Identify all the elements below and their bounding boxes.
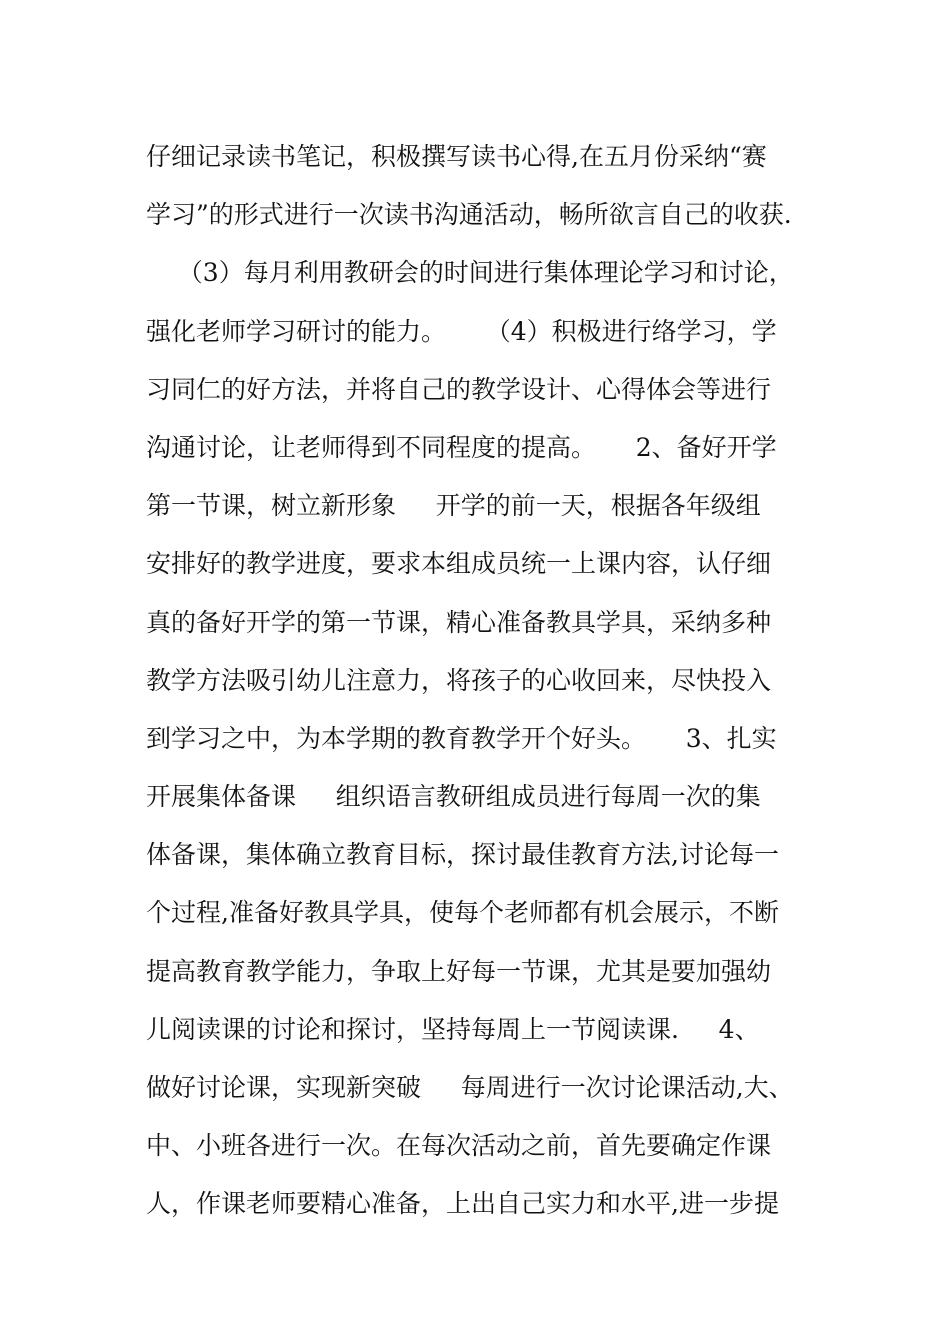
text-line: 做好讨论课，实现新突破 每周进行一次讨论课活动,大、 <box>146 1073 794 1102</box>
text-line: 沟通讨论，让老师得到不同程度的提高。 2、备好开学 <box>146 432 777 462</box>
text-line: 教学方法吸引幼儿注意力，将孩子的心收回来，尽快投入 <box>146 665 772 695</box>
text-line: 个过程,准备好教具学具，使每个老师都有机会展示，不断 <box>146 898 779 928</box>
text-line: 提高教育教学能力，争取上好每一节课，尤其是要加强幼 <box>146 956 772 986</box>
text-line: 开展集体备课 组织语言教研组成员进行每周一次的集 <box>146 782 761 812</box>
text-line: 习同仁的好方法，并将自己的教学设计、心得体会等进行 <box>146 374 772 404</box>
text-line: （3）每月利用教研会的时间进行集体理论学习和讨论， <box>146 258 794 288</box>
text-line: 儿阅读课的讨论和探讨，坚持每周上一节阅读课. 4、 <box>146 1014 760 1044</box>
text-line: 体备课，集体确立教育目标，探讨最佳教育方法,讨论每一 <box>146 840 779 870</box>
body-text <box>146 128 836 1234</box>
text-line: 强化老师学习研讨的能力。 （4）积极进行络学习，学 <box>146 316 777 346</box>
text-line: 安排好的教学进度，要求本组成员统一上课内容，认仔细 <box>146 549 772 579</box>
text-line: 仔细记录读书笔记，积极撰写读书心得,在五月份采纳“赛 <box>146 142 767 171</box>
text-line: 学习”的形式进行一次读书沟通活动，畅所欲言自己的收获. <box>146 200 792 230</box>
text-line: 真的备好开学的第一节课，精心准备教具学具，采纳多种 <box>146 607 772 637</box>
text-line: 人，作课老师要精心准备，上出自己实力和水平,进一步提 <box>146 1189 779 1219</box>
text-line: 到学习之中，为本学期的教育教学开个好头。 3、扎实 <box>146 723 777 753</box>
text-line: 第一节课，树立新形象 开学的前一天，根据各年级组 <box>146 491 761 521</box>
text-line: 中、小班各进行一次。在每次活动之前，首先要确定作课 <box>146 1131 772 1161</box>
